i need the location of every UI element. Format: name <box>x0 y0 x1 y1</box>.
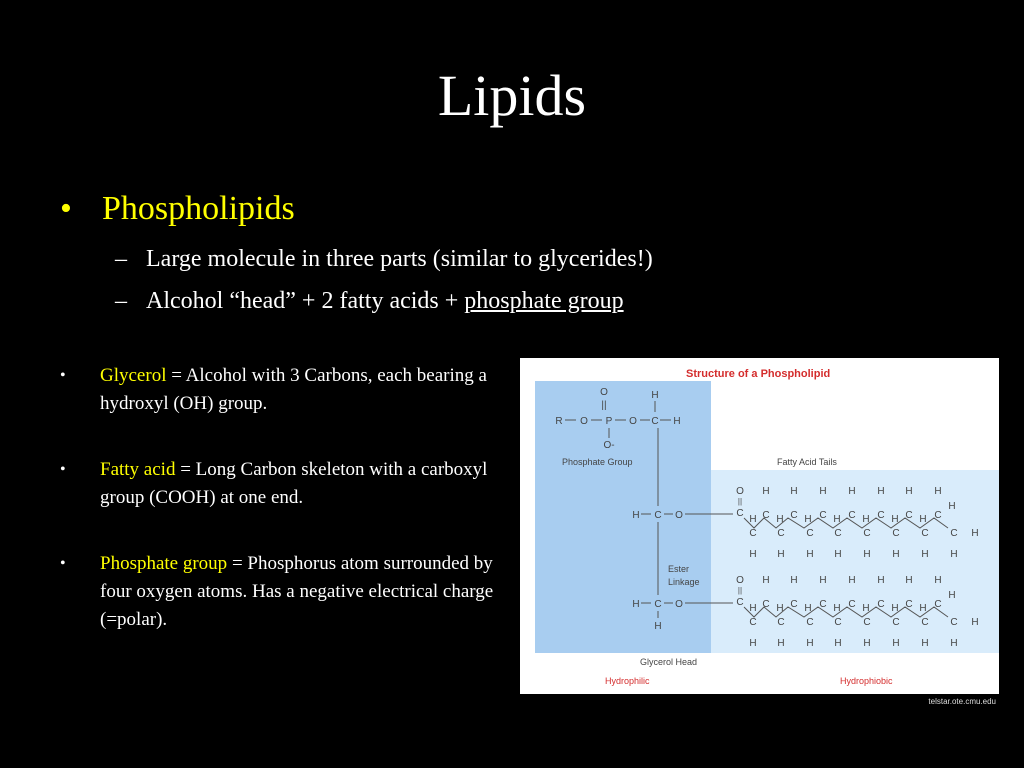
svg-text:C: C <box>790 510 798 521</box>
svg-text:H: H <box>919 514 927 525</box>
figure-title: Structure of a Phospholipid <box>686 368 831 380</box>
definition-text: = Long Carbon skeleton with a carboxyl group (COOH) at one end. <box>100 459 488 508</box>
definition-term: Glycerol <box>100 365 167 386</box>
svg-text:H: H <box>777 549 785 560</box>
sub-bullet-list <box>115 238 653 322</box>
svg-text:H: H <box>863 549 871 560</box>
svg-text:H: H <box>806 638 814 649</box>
svg-text:O: O <box>736 575 744 586</box>
glycerol-head-label: Glycerol Head <box>640 657 698 667</box>
svg-text:C: C <box>934 599 942 610</box>
phosphate-group-label: Phosphate Group <box>562 457 633 467</box>
svg-text:H: H <box>921 638 929 649</box>
svg-text:C: C <box>877 510 885 521</box>
svg-text:C: C <box>654 510 662 521</box>
definition-text: = Alcohol with 3 Carbons, each bearing a hydroxyl (OH) group. <box>100 365 487 414</box>
svg-text:H: H <box>921 549 929 560</box>
svg-text:O-: O- <box>603 440 615 451</box>
svg-text:C: C <box>819 510 827 521</box>
svg-text:C: C <box>834 528 842 539</box>
svg-text:H: H <box>749 638 757 649</box>
svg-text:H: H <box>749 514 757 525</box>
svg-text:H: H <box>934 575 942 586</box>
svg-text:H: H <box>919 603 927 614</box>
svg-text:C: C <box>892 617 900 628</box>
svg-text:C: C <box>848 510 856 521</box>
svg-text:H: H <box>950 638 958 649</box>
svg-text:H: H <box>905 486 913 497</box>
svg-text:C: C <box>806 528 814 539</box>
svg-text:H: H <box>934 486 942 497</box>
svg-text:C: C <box>905 510 913 521</box>
svg-text:H: H <box>749 549 757 560</box>
svg-text:H: H <box>892 638 900 649</box>
bullet-dot: • <box>60 190 72 227</box>
svg-text:H: H <box>651 390 659 401</box>
svg-text:C: C <box>736 597 744 608</box>
svg-text:H: H <box>776 603 784 614</box>
sub-bullet-three-parts <box>115 238 653 280</box>
svg-text:C: C <box>848 599 856 610</box>
svg-text:H: H <box>806 549 814 560</box>
svg-text:H: H <box>891 603 899 614</box>
svg-text:H: H <box>834 638 842 649</box>
svg-text:C: C <box>749 617 757 628</box>
svg-text:H: H <box>862 603 870 614</box>
svg-text:H: H <box>762 575 770 586</box>
svg-text:C: C <box>819 599 827 610</box>
svg-text:H: H <box>948 590 956 601</box>
dash: – <box>115 288 127 314</box>
svg-text:H: H <box>834 549 842 560</box>
bullet-dot: • <box>60 555 66 572</box>
svg-text:C: C <box>654 599 662 610</box>
svg-text:H: H <box>819 486 827 497</box>
svg-text:C: C <box>905 599 913 610</box>
svg-text:C: C <box>863 617 871 628</box>
svg-text:||: || <box>737 497 743 506</box>
svg-text:H: H <box>877 486 885 497</box>
svg-text:||: || <box>601 400 607 411</box>
bullet-dot: • <box>60 367 66 384</box>
bullet-dot: • <box>60 461 66 478</box>
svg-text:H: H <box>762 486 770 497</box>
phospholipid-structure-diagram <box>520 358 999 694</box>
phosphate-group-link[interactable]: phosphate group <box>464 288 624 314</box>
svg-text:H: H <box>892 549 900 560</box>
sub-bullet-alcohol-head <box>115 280 653 322</box>
svg-text:H: H <box>971 617 979 628</box>
svg-text:H: H <box>673 416 681 427</box>
svg-text:H: H <box>877 575 885 586</box>
definition-term: Phosphate group <box>100 553 228 574</box>
bullet-phospholipids-label: Phospholipids <box>102 190 295 227</box>
definition-term: Fatty acid <box>100 459 176 480</box>
definition-text: = Phosphorus atom surrounded by four oxygen atoms. Has a negative electrical charge (=polar). <box>100 553 494 630</box>
svg-text:O: O <box>675 510 683 521</box>
svg-text:H: H <box>848 486 856 497</box>
svg-text:H: H <box>790 575 798 586</box>
svg-text:R: R <box>555 416 563 427</box>
definition-phosphate-group <box>60 550 510 634</box>
svg-text:H: H <box>749 603 757 614</box>
svg-text:H: H <box>804 514 812 525</box>
svg-text:H: H <box>654 621 662 632</box>
svg-text:H: H <box>948 501 956 512</box>
definition-fatty-acid <box>60 456 510 512</box>
svg-text:H: H <box>777 638 785 649</box>
svg-text:C: C <box>950 528 958 539</box>
svg-text:C: C <box>892 528 900 539</box>
svg-text:C: C <box>934 510 942 521</box>
svg-text:H: H <box>950 549 958 560</box>
slide-title: Lipids <box>437 63 587 128</box>
sub-bullet-text: Large molecule in three parts (similar to glycerides!) <box>146 246 653 272</box>
svg-text:H: H <box>833 603 841 614</box>
svg-text:C: C <box>921 528 929 539</box>
ester-label: Ester <box>668 564 690 574</box>
sub-bullet-text: Alcohol “head” + 2 fatty acids + <box>146 288 465 314</box>
svg-text:H: H <box>632 510 640 521</box>
svg-text:C: C <box>762 510 770 521</box>
image-credit: telstar.ote.cmu.edu <box>928 697 996 706</box>
hydrophobic-label: Hydrophiobic <box>840 676 893 686</box>
svg-text:H: H <box>862 514 870 525</box>
svg-text:H: H <box>863 638 871 649</box>
definition-list <box>60 362 510 672</box>
svg-text:H: H <box>971 528 979 539</box>
svg-text:C: C <box>950 617 958 628</box>
bullet-phospholipids <box>60 186 295 232</box>
svg-text:||: || <box>737 586 743 595</box>
svg-text:C: C <box>777 617 785 628</box>
svg-text:C: C <box>877 599 885 610</box>
dash: – <box>115 246 127 272</box>
svg-text:O: O <box>675 599 683 610</box>
svg-text:O: O <box>736 486 744 497</box>
svg-text:C: C <box>790 599 798 610</box>
svg-text:H: H <box>905 575 913 586</box>
svg-text:H: H <box>819 575 827 586</box>
svg-text:H: H <box>848 575 856 586</box>
svg-text:H: H <box>891 514 899 525</box>
hydrophilic-label: Hydrophilic <box>605 676 650 686</box>
svg-text:H: H <box>833 514 841 525</box>
svg-text:H: H <box>790 486 798 497</box>
svg-text:C: C <box>834 617 842 628</box>
svg-text:C: C <box>863 528 871 539</box>
svg-text:H: H <box>776 514 784 525</box>
svg-text:P: P <box>605 416 613 427</box>
svg-text:C: C <box>777 528 785 539</box>
svg-text:C: C <box>749 528 757 539</box>
svg-text:H: H <box>632 599 640 610</box>
svg-text:C: C <box>762 599 770 610</box>
fatty-acid-tails-label: Fatty Acid Tails <box>777 457 837 467</box>
linkage-label: Linkage <box>668 577 700 587</box>
definition-glycerol <box>60 362 510 418</box>
main-bullet-list <box>60 186 295 232</box>
svg-text:C: C <box>736 508 744 519</box>
svg-text:C: C <box>651 416 659 427</box>
svg-text:O: O <box>600 387 608 398</box>
svg-text:H: H <box>804 603 812 614</box>
svg-text:O: O <box>580 416 588 427</box>
svg-text:C: C <box>921 617 929 628</box>
svg-text:C: C <box>806 617 814 628</box>
svg-text:O: O <box>629 416 637 427</box>
